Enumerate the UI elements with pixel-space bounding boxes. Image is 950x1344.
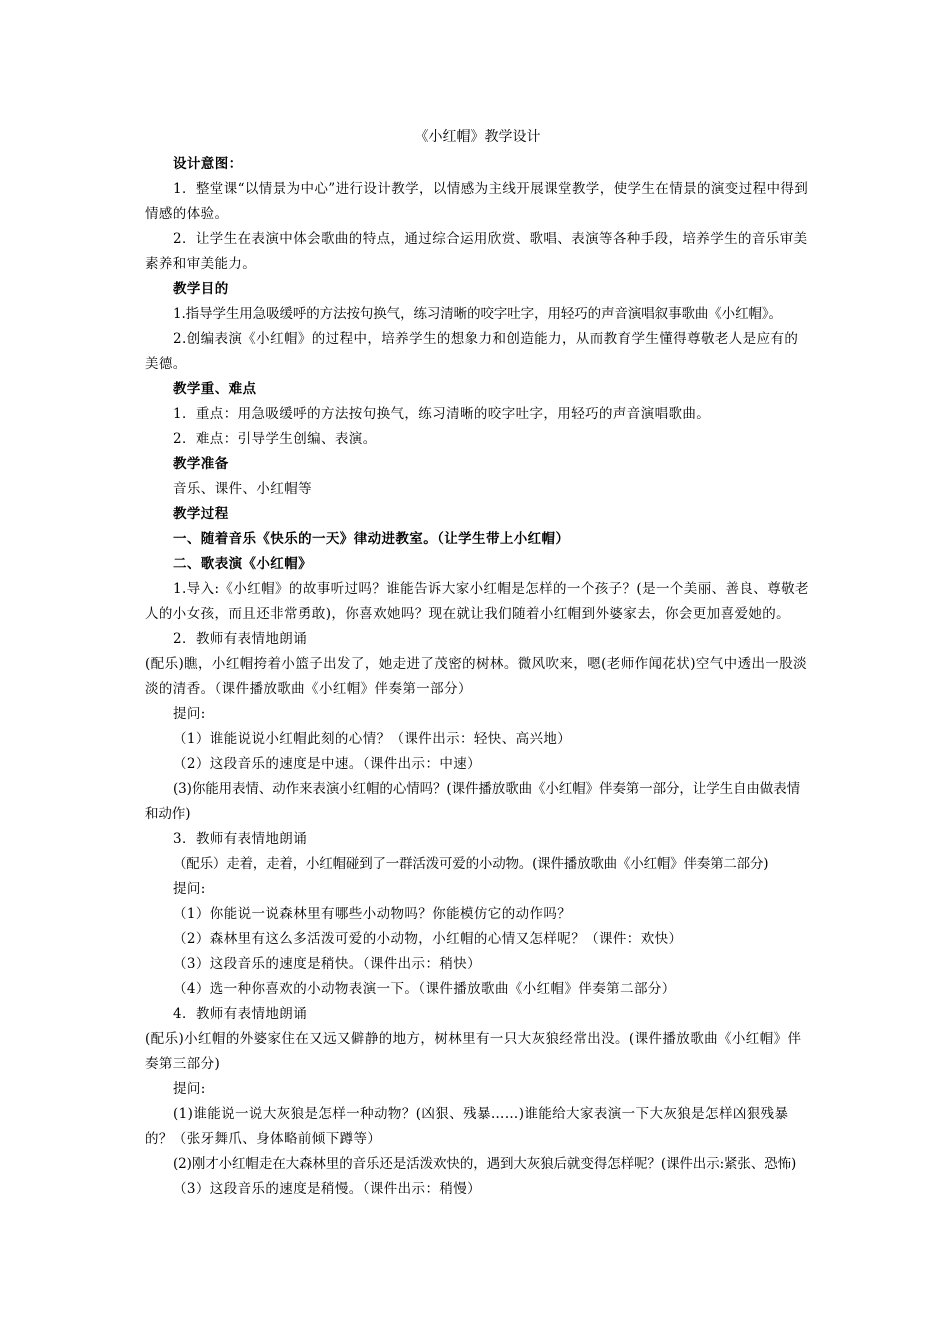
part2-recite: (配乐)瞧，小红帽挎着小篮子出发了，她走进了茂密的树林。微风吹来，嗯(老师作闻花状)空气中透出一股淡淡的清香。（课件播放歌曲《小红帽》伴奏第一部分）	[145, 656, 808, 697]
part2-question-1: （1）谁能说说小红帽此刻的心情？（课件出示：轻快、高兴地）	[173, 731, 572, 747]
part3-recite: （配乐）走着，走着，小红帽碰到了一群活泼可爱的小动物。(课件播放歌曲《小红帽》伴奏第二部分)	[173, 856, 769, 872]
goal-item-1: 1.指导学生用急吸缓呼的方法按句换气，练习清晰的咬字吐字，用轻巧的声音演唱叙事歌曲《小红帽》。	[173, 306, 782, 322]
process-step-1: 一、随着音乐《快乐的一天》律动进教室。（让学生带上小红帽）	[173, 531, 570, 547]
part4-question-2: (2)刚才小红帽走在大森林里的音乐还是活泼欢快的，遇到大灰狼后就变得怎样呢？(课件出示:紧张、恐怖)	[173, 1156, 797, 1172]
part3-label: 3．教师有表情地朗诵	[173, 831, 308, 847]
part4-recite: (配乐)小红帽的外婆家住在又远又僻静的地方，树林里有一只大灰狼经常出没。(课件播放歌曲《小红帽》伴奏第三部分)	[145, 1031, 802, 1072]
part3-question-4: （4）选一种你喜欢的小动物表演一下。（课件播放歌曲《小红帽》伴奏第二部分）	[173, 981, 676, 997]
part4-label: 4．教师有表情地朗诵	[173, 1006, 308, 1022]
part4-ask: 提问:	[173, 1081, 206, 1097]
part4-question-1: (1)谁能说一说大灰狼是怎样一种动物？(凶狠、残暴……)谁能给大家表演一下大灰狼是怎样凶狠残暴的？（张牙舞爪、身体略前倾下蹲等）	[145, 1106, 789, 1147]
goal-item-2: 2.创编表演《小红帽》的过程中，培养学生的想象力和创造能力，从而教育学生懂得尊敬老人是应有的美德。	[145, 331, 799, 372]
part2-question-2: （2）这段音乐的速度是中速。（课件出示：中速）	[173, 756, 482, 772]
section-heading-preparation: 教学准备	[173, 456, 229, 472]
preparation-text: 音乐、课件、小红帽等	[173, 481, 312, 497]
section-heading-design-intent: 设计意图：	[173, 156, 243, 172]
process-intro: 1.导入:《小红帽》的故事听过吗？谁能告诉大家小红帽是怎样的一个孩子？(是一个美丽、善良、尊敬老人的小女孩，而且还非常勇敢)，你喜欢她吗？现在就让我们随着小红帽到外婆家去，你会更加喜爱她的。	[145, 581, 809, 622]
section-heading-key-points: 教学重、难点	[173, 381, 257, 397]
document-title: 《小红帽》教学设计	[414, 129, 541, 145]
design-intent-item-2: 2．让学生在表演中体会歌曲的特点，通过综合运用欣赏、歌唱、表演等各种手段，培养学生的音乐审美素养和审美能力。	[145, 231, 808, 272]
part4-question-3: （3）这段音乐的速度是稍慢。（课件出示：稍慢）	[173, 1181, 482, 1197]
part3-question-3: （3）这段音乐的速度是稍快。（课件出示：稍快）	[173, 956, 482, 972]
section-heading-process: 教学过程	[173, 506, 229, 522]
part2-ask: 提问:	[173, 706, 206, 722]
key-point-item-1: 1．重点：用急吸缓呼的方法按句换气，练习清晰的咬字吐字，用轻巧的声音演唱歌曲。	[173, 406, 711, 422]
part3-ask: 提问:	[173, 881, 206, 897]
section-heading-goals: 教学目的	[173, 281, 229, 297]
document-body	[145, 127, 810, 1202]
key-point-item-2: 2．难点：引导学生创编、表演。	[173, 431, 377, 447]
part2-question-3: (3)你能用表情、动作来表演小红帽的心情吗？(课件播放歌曲《小红帽》伴奏第一部分，让学生自由做表情和动作)	[145, 781, 800, 822]
process-step-2: 二、歌表演《小红帽》	[173, 556, 312, 572]
design-intent-item-1: 1．整堂课“以情景为中心”进行设计教学，以情感为主线开展课堂教学，使学生在情景的演变过程中得到情感的体验。	[145, 181, 809, 222]
part2-label: 2．教师有表情地朗诵	[173, 631, 308, 647]
part3-question-1: （1）你能说一说森林里有哪些小动物吗？你能模仿它的动作吗？	[173, 906, 572, 922]
part3-question-2: （2）森林里有这么多活泼可爱的小动物，小红帽的心情又怎样呢？（课件：欢快）	[173, 931, 683, 947]
